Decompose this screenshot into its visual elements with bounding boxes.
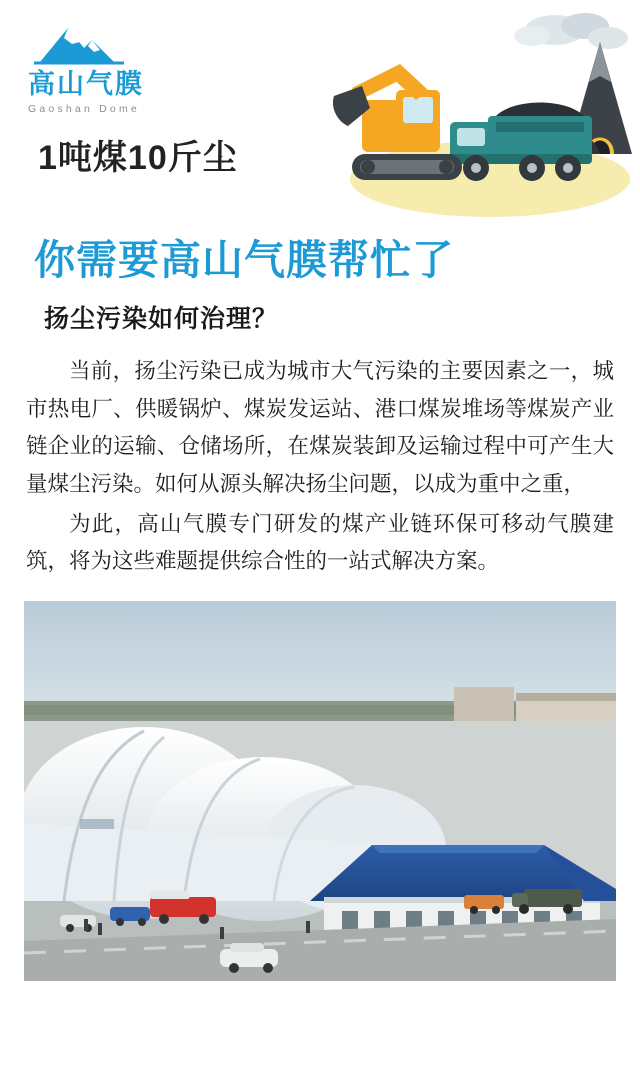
kicker-headline: 1吨煤10斤尘 [38,139,238,177]
brand-logo [28,22,178,115]
subtitle-headline: 扬尘污染如何治理？ [44,305,279,334]
brand-name-en: Gaoshan Dome [28,102,140,115]
cloud-icon [514,13,628,49]
air-dome-building-photo [24,601,616,981]
excavator-truck-coal-mountain-illustration [300,4,640,219]
excavator-icon [333,64,462,180]
body-paragraph-2: 为此，高山气膜专门研发的煤产业链环保可移动气膜建筑，将为这些难题提供综合性的一站式解决方案。 [26,511,614,574]
photo-illustration [24,601,616,981]
body-copy [26,353,614,581]
body-paragraph-1: 当前，扬尘污染已成为城市大气污染的主要因素之一，城市热电厂、供暖锅炉、煤炭发运站、港口煤炭堆场等煤炭产业链企业的运输、仓储场所，在煤炭装卸及运输过程中可产生大量煤尘污染。如何从源头解决扬尘问题，以成为重中之重， [26,359,614,497]
mountain-logo-icon [28,22,148,68]
header [0,0,640,230]
main-headline: 你需要高山气膜帮忙了 [34,237,454,283]
brand-name-cn: 高山气膜 [28,69,144,99]
